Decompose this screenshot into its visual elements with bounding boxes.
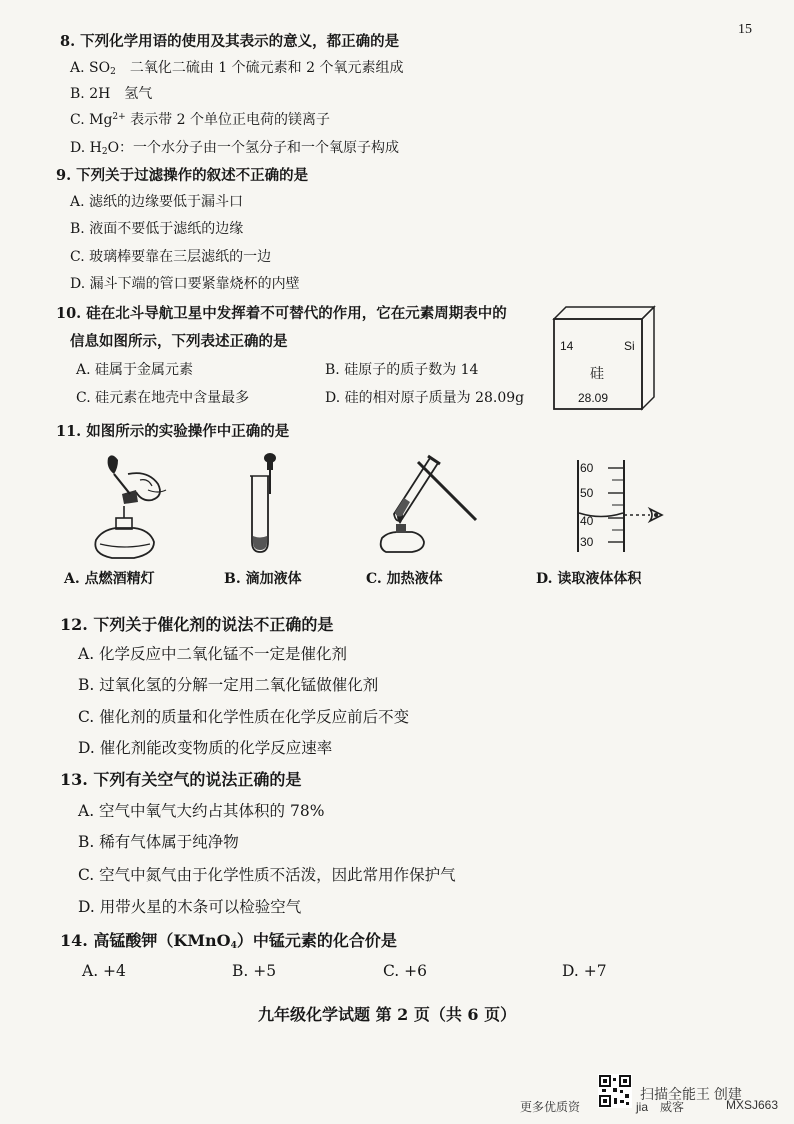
- question-12-option-c: C. 催化剂的质量和化学性质在化学反应前后不变: [78, 708, 410, 726]
- element-atomic-mass: 28.09: [578, 391, 609, 405]
- question-9-option-d: D. 漏斗下端的管口要紧靠烧杯的内壁: [70, 276, 300, 292]
- figure-caption-a: A. 点燃酒精灯: [64, 571, 155, 587]
- figure-caption-c: C. 加热液体: [366, 571, 443, 587]
- question-12-option-b: B. 过氧化氢的分解一定用二氧化锰做催化剂: [78, 676, 379, 694]
- question-10-option-c: C. 硅元素在地壳中含量最多: [76, 390, 250, 406]
- question-12-option-a: A. 化学反应中二氧化锰不一定是催化剂: [78, 645, 348, 663]
- page-number: 15: [738, 22, 752, 37]
- question-9-option-b: B. 液面不要低于滤纸的边缘: [70, 221, 244, 237]
- element-symbol: Si: [624, 339, 635, 353]
- element-name: 硅: [590, 366, 604, 382]
- question-9-stem: 9. 下列关于过滤操作的叙述不正确的是: [56, 167, 309, 184]
- question-10-option-b: B. 硅原子的质子数为 14: [325, 362, 479, 378]
- page-footer: 九年级化学试题 第 2 页（共 6 页）: [258, 1005, 517, 1024]
- question-10-option-d: D. 硅的相对原子质量为 28.09g: [325, 390, 525, 406]
- watermark-app-label: 扫描全能王 创建: [640, 1086, 742, 1102]
- figure-caption-b: B. 滴加液体: [224, 571, 302, 587]
- question-8-option-a: A. $SO_2$ 二氧化二硫由 1 个硫元素和 2 个氧元素组成: [70, 60, 404, 77]
- question-9-option-a: A. 滤纸的边缘要低于漏斗口: [70, 194, 244, 210]
- question-12-option-d: D. 催化剂能改变物质的化学反应速率: [78, 739, 333, 757]
- question-14-option-b: B. +5: [232, 962, 277, 980]
- question-12-stem: 12. 下列关于催化剂的说法不正确的是: [60, 615, 334, 634]
- element-atomic-number: 14: [560, 339, 574, 353]
- qr-code-icon: [598, 1074, 632, 1108]
- element-tile-figure: [552, 305, 656, 411]
- question-13-option-b: B. 稀有气体属于纯净物: [78, 833, 239, 851]
- question-8-stem: 8. 下列化学用语的使用及其表示的意义，都正确的是: [60, 33, 400, 50]
- question-10-option-a: A. 硅属于金属元素: [76, 362, 194, 378]
- question-14-option-c: C. +6: [383, 962, 428, 980]
- question-8-option-d: D. $H_2O$：一个水分子由一个氢分子和一个氧原子构成: [70, 140, 400, 157]
- cylinder-tick-30: 30: [580, 535, 594, 549]
- cylinder-tick-50: 50: [580, 486, 594, 500]
- question-9-option-c: C. 玻璃棒要靠在三层滤纸的一边: [70, 249, 272, 265]
- question-11-stem: 11. 如图所示的实验操作中正确的是: [56, 423, 290, 440]
- question-14-stem: 14. 高锰酸钾（KMnO$_4$）中锰元素的化合价是: [60, 931, 397, 951]
- dropping-liquid-figure: [240, 450, 280, 554]
- watermark-left-text: 更多优质资: [520, 1100, 581, 1114]
- question-8-option-b: B. 2H 氢气: [70, 86, 153, 102]
- question-13-option-c: C. 空气中氮气由于化学性质不活泼，因此常用作保护气: [78, 866, 456, 884]
- question-8-option-c: C. $Mg^{2+}$ 表示带 2 个单位正电荷的镁离子: [70, 112, 330, 128]
- question-10-stem-line2: 信息如图所示，下列表述正确的是: [70, 333, 288, 350]
- watermark-middle-text: jia 威客: [636, 1100, 685, 1114]
- figure-caption-d: D. 读取液体体积: [536, 571, 642, 587]
- question-10-stem-line1: 10. 硅在北斗导航卫星中发挥着不可替代的作用，它在元素周期表中的: [56, 305, 507, 322]
- cylinder-tick-60: 60: [580, 461, 594, 475]
- cylinder-tick-40: 40: [580, 514, 594, 528]
- heating-liquid-figure: [372, 452, 480, 556]
- question-13-stem: 13. 下列有关空气的说法正确的是: [60, 770, 302, 789]
- question-14-option-d: D. +7: [562, 962, 607, 980]
- watermark-right-text: MXSJ663: [726, 1098, 779, 1112]
- alcohol-lamp-lighting-figure: [88, 450, 178, 560]
- question-14-option-a: A. +4: [82, 962, 126, 980]
- question-13-option-d: D. 用带火星的木条可以检验空气: [78, 898, 302, 916]
- question-13-option-a: A. 空气中氧气大约占其体积的 78%: [78, 802, 325, 820]
